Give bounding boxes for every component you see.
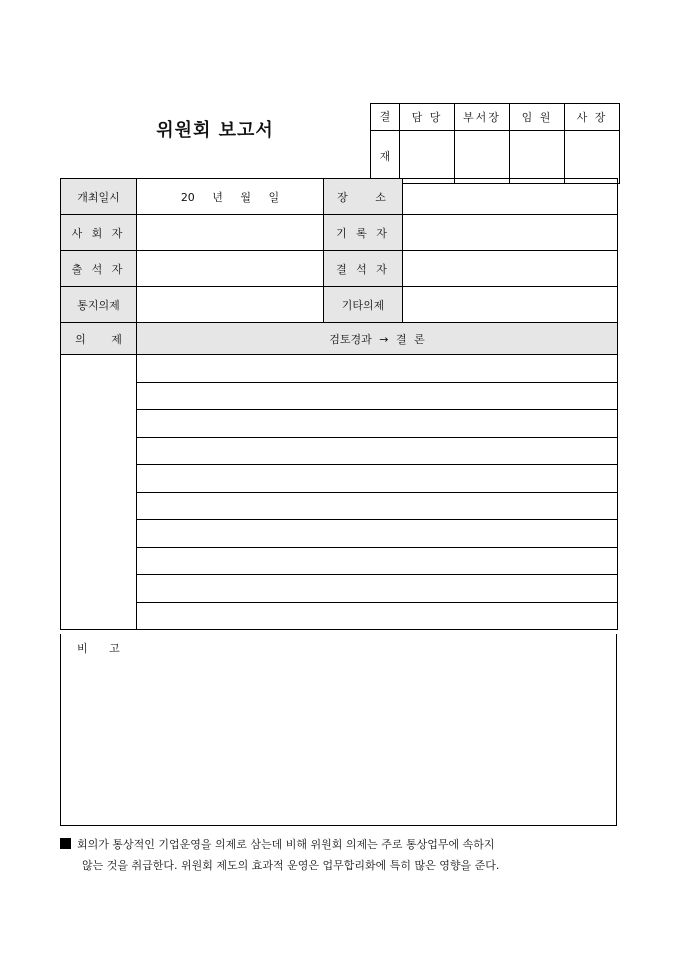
- approval-col-president: 사 장: [565, 104, 620, 131]
- other-agenda-label: 기타의제: [324, 287, 403, 323]
- absentee-label: 결 석 자: [324, 251, 403, 287]
- approval-sign-executive[interactable]: [510, 131, 565, 184]
- review-line[interactable]: [137, 575, 618, 603]
- recorder-label: 기 록 자: [324, 215, 403, 251]
- approval-sign-dept-head[interactable]: [455, 131, 510, 184]
- review-line[interactable]: [137, 520, 618, 548]
- absentee-field[interactable]: [403, 251, 618, 287]
- approval-side-top: 결: [371, 104, 400, 131]
- attendee-label: 출 석 자: [61, 251, 137, 287]
- agenda-label: 의 제: [61, 323, 137, 355]
- footnote: [60, 834, 620, 876]
- remarks-box[interactable]: [60, 634, 617, 826]
- date-label: 개최일시: [61, 179, 137, 215]
- approval-col-dept-head: 부서장: [455, 104, 510, 131]
- approval-sign-staff[interactable]: [400, 131, 455, 184]
- review-line[interactable]: [137, 410, 618, 438]
- notice-agenda-label: 통지의제: [61, 287, 137, 323]
- review-line[interactable]: [137, 547, 618, 575]
- review-line[interactable]: [137, 382, 618, 410]
- review-line[interactable]: [137, 602, 618, 630]
- agenda-field[interactable]: [61, 355, 137, 630]
- other-agenda-field[interactable]: [403, 287, 618, 323]
- chair-field[interactable]: [137, 215, 324, 251]
- review-line[interactable]: [137, 355, 618, 383]
- review-line[interactable]: [137, 465, 618, 493]
- review-line[interactable]: [137, 437, 618, 465]
- chair-label: 사 회 자: [61, 215, 137, 251]
- review-conclusion-label: 검토경과 → 결 론: [137, 323, 618, 355]
- square-bullet-icon: [60, 838, 71, 849]
- place-field[interactable]: [403, 179, 618, 215]
- report-title: 위원회 보고서: [156, 120, 274, 141]
- attendee-field[interactable]: [137, 251, 324, 287]
- footnote-line-1: 회의가 통상적인 기업운영을 의제로 삼는데 비해 위원회 의제는 주로 통상업무에 속하지: [77, 838, 495, 851]
- approval-side-bottom: 재: [371, 131, 400, 184]
- date-field[interactable]: 20 년 월 일: [137, 179, 324, 215]
- place-label: 장 소: [324, 179, 403, 215]
- recorder-field[interactable]: [403, 215, 618, 251]
- review-line[interactable]: [137, 492, 618, 520]
- report-form: [60, 178, 618, 630]
- remarks-label: 비 고: [77, 642, 120, 655]
- approval-col-staff: 담 당: [400, 104, 455, 131]
- approval-box: [370, 103, 620, 184]
- approval-col-executive: 임 원: [510, 104, 565, 131]
- notice-agenda-field[interactable]: [137, 287, 324, 323]
- approval-sign-president[interactable]: [565, 131, 620, 184]
- footnote-line-2: 않는 것을 취급한다. 위원회 제도의 효과적 운영은 업무합리화에 특히 많은 영향을 준다.: [82, 859, 500, 872]
